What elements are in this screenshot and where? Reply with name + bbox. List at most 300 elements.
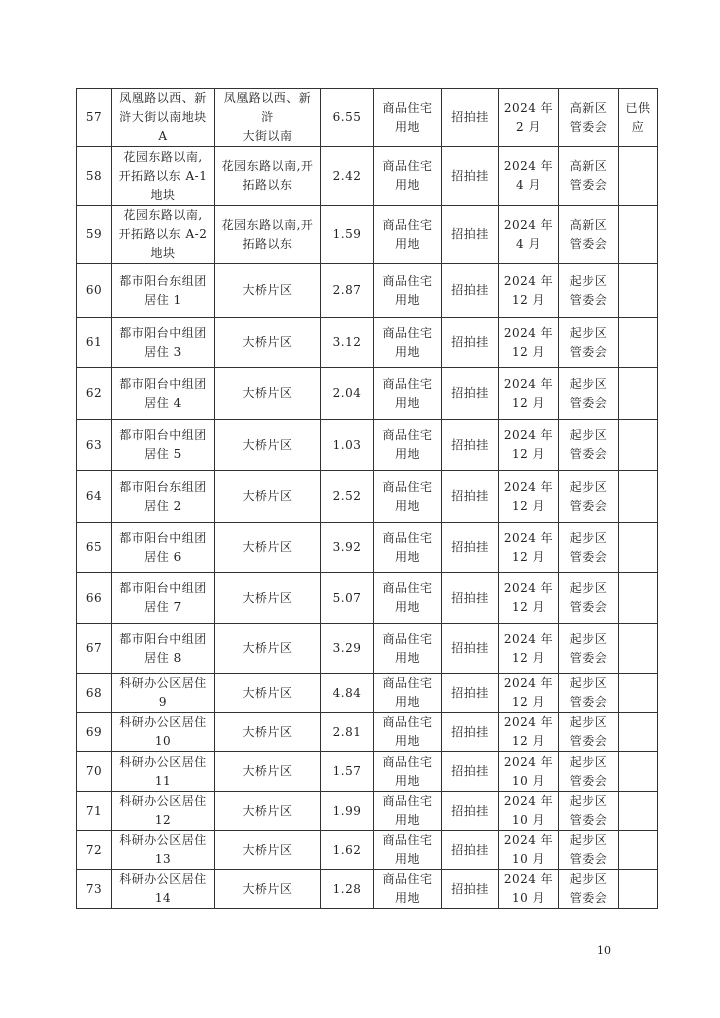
- cell-land-use: [374, 420, 442, 471]
- cell-supply-method: [442, 870, 499, 909]
- cell-number: [77, 674, 112, 713]
- cell-number-text: 63: [85, 437, 103, 452]
- cell-supply-time: [499, 792, 559, 831]
- cell-land-use-text: 商品住宅 用地: [382, 754, 433, 788]
- cell-land-use: [374, 206, 442, 264]
- cell-area-text: 2.04: [332, 386, 362, 400]
- cell-location: [215, 752, 321, 792]
- cell-plot-name-text: 科研办公区居住 14: [119, 872, 207, 905]
- cell-responsible-unit: [559, 318, 619, 368]
- cell-responsible-unit-text: 起步区 管委会: [569, 428, 608, 461]
- cell-area-text: 1.57: [332, 764, 362, 778]
- cell-responsible-unit-text: 起步区 管委会: [569, 676, 608, 709]
- cell-plot-name: [112, 147, 215, 206]
- cell-area: [321, 471, 374, 523]
- cell-location-text: 大桥片区: [242, 386, 293, 400]
- cell-land-use: [374, 523, 442, 573]
- cell-land-use: [374, 792, 442, 831]
- cell-plot-name-text: 凤凰路以西、新 浒大街以南地块 A: [119, 91, 207, 143]
- cell-responsible-unit: [559, 573, 619, 624]
- cell-supply-method-text: 招拍挂: [451, 283, 489, 297]
- cell-plot-name: [112, 318, 215, 368]
- cell-supply-time-text: 2024 年 10 月: [503, 754, 554, 788]
- cell-plot-name: [112, 206, 215, 264]
- cell-supply-time: [499, 624, 559, 674]
- table-row: [77, 264, 658, 318]
- cell-number: [77, 318, 112, 368]
- cell-location: [215, 420, 321, 471]
- cell-number: [77, 523, 112, 573]
- cell-supply-time: [499, 870, 559, 909]
- cell-location: [215, 831, 321, 870]
- cell-note: [619, 713, 658, 752]
- cell-land-use-text: 商品住宅 用地: [382, 676, 433, 709]
- cell-number-text: 57: [85, 110, 103, 124]
- cell-supply-method-text: 招拍挂: [451, 842, 489, 857]
- cell-land-use: [374, 674, 442, 713]
- cell-supply-time: [499, 264, 559, 318]
- cell-land-use-text: 商品住宅 用地: [382, 479, 433, 513]
- cell-supply-method-text: 招拍挂: [451, 437, 489, 452]
- cell-location: [215, 674, 321, 713]
- cell-responsible-unit-text: 起步区 管委会: [569, 631, 608, 665]
- cell-location: [215, 89, 321, 147]
- cell-note: [619, 420, 658, 471]
- cell-area: [321, 831, 374, 870]
- land-supply-table: [76, 88, 658, 909]
- cell-supply-time-text: 2024 年 12 月: [503, 376, 554, 410]
- cell-land-use-text: 商品住宅 用地: [382, 715, 433, 748]
- cell-responsible-unit-text: 起步区 管委会: [569, 754, 608, 788]
- cell-plot-name-text: 都市阳台中组团 居住 3: [119, 325, 207, 359]
- cell-area-text: 6.55: [332, 110, 362, 124]
- cell-area-text: 5.07: [332, 590, 362, 605]
- cell-plot-name-text: 都市阳台中组团 居住 8: [119, 631, 207, 665]
- cell-location-text: 大桥片区: [242, 685, 293, 700]
- cell-supply-time: [499, 420, 559, 471]
- cell-number: [77, 624, 112, 674]
- cell-plot-name: [112, 420, 215, 471]
- table-row: [77, 89, 658, 147]
- cell-supply-method: [442, 147, 499, 206]
- cell-land-use: [374, 624, 442, 674]
- cell-supply-method: [442, 89, 499, 147]
- table-row: [77, 206, 658, 264]
- cell-supply-time: [499, 318, 559, 368]
- cell-land-use-text: 商品住宅 用地: [382, 428, 433, 461]
- cell-supply-time-text: 2024 年 12 月: [503, 273, 554, 307]
- cell-number: [77, 752, 112, 792]
- table-row: [77, 713, 658, 752]
- cell-number: [77, 831, 112, 870]
- cell-supply-time: [499, 573, 559, 624]
- cell-supply-time-text: 2024 年 12 月: [503, 676, 554, 709]
- cell-plot-name-text: 花园东路以南, 开拓路以东 A-1 地块: [118, 149, 208, 202]
- cell-plot-name: [112, 368, 215, 420]
- cell-responsible-unit-text: 起步区 管委会: [569, 325, 608, 359]
- cell-area-text: 1.59: [332, 227, 362, 241]
- cell-supply-time: [499, 713, 559, 752]
- cell-land-use: [374, 713, 442, 752]
- cell-number: [77, 264, 112, 318]
- cell-plot-name-text: 都市阳台中组团 居住 5: [119, 428, 207, 461]
- cell-area-text: 4.84: [332, 685, 362, 700]
- cell-plot-name: [112, 752, 215, 792]
- cell-supply-method-text: 招拍挂: [451, 641, 489, 655]
- cell-land-use-text: 商品住宅 用地: [382, 530, 433, 564]
- cell-number: [77, 147, 112, 206]
- cell-plot-name-text: 都市阳台中组团 居住 7: [119, 581, 207, 614]
- cell-plot-name-text: 都市阳台中组团 居住 6: [119, 530, 207, 564]
- table-row: [77, 420, 658, 471]
- cell-area-text: 3.29: [332, 641, 362, 655]
- table-row: [77, 674, 658, 713]
- cell-note: [619, 870, 658, 909]
- cell-responsible-unit: [559, 368, 619, 420]
- cell-area: [321, 752, 374, 792]
- table-row: [77, 523, 658, 573]
- cell-plot-name-text: 科研办公区居住 12: [119, 794, 207, 827]
- cell-plot-name: [112, 713, 215, 752]
- cell-area-text: 1.99: [332, 803, 362, 818]
- cell-plot-name: [112, 89, 215, 147]
- table-row: [77, 624, 658, 674]
- cell-supply-time: [499, 471, 559, 523]
- cell-responsible-unit: [559, 870, 619, 909]
- cell-supply-method-text: 招拍挂: [451, 227, 489, 241]
- cell-area: [321, 523, 374, 573]
- cell-supply-method-text: 招拍挂: [451, 724, 489, 739]
- cell-note: [619, 573, 658, 624]
- cell-responsible-unit-text: 起步区 管委会: [569, 715, 608, 748]
- cell-location-text: 大桥片区: [242, 881, 293, 896]
- cell-area: [321, 713, 374, 752]
- cell-supply-method-text: 招拍挂: [451, 881, 489, 896]
- cell-supply-time-text: 2024 年 10 月: [503, 872, 554, 905]
- cell-land-use-text: 商品住宅 用地: [382, 273, 433, 307]
- cell-plot-name: [112, 471, 215, 523]
- cell-responsible-unit: [559, 831, 619, 870]
- cell-number: [77, 713, 112, 752]
- cell-plot-name: [112, 264, 215, 318]
- cell-area-text: 2.42: [332, 168, 362, 183]
- cell-number-text: 66: [85, 590, 103, 605]
- cell-note: [619, 318, 658, 368]
- cell-area-text: 1.03: [332, 437, 362, 452]
- cell-land-use-text: 商品住宅 用地: [382, 376, 433, 410]
- cell-area: [321, 792, 374, 831]
- cell-land-use-text: 商品住宅 用地: [382, 100, 433, 134]
- cell-plot-name-text: 科研办公区居住 9: [119, 676, 207, 709]
- cell-plot-name: [112, 573, 215, 624]
- cell-location: [215, 792, 321, 831]
- cell-supply-time-text: 2024 年 10 月: [503, 833, 554, 866]
- cell-location: [215, 318, 321, 368]
- cell-supply-time: [499, 831, 559, 870]
- cell-plot-name: [112, 792, 215, 831]
- cell-supply-method-text: 招拍挂: [451, 764, 489, 778]
- cell-supply-time-text: 2024 年 12 月: [503, 631, 554, 665]
- cell-location-text: 大桥片区: [242, 540, 293, 554]
- cell-number-text: 58: [85, 168, 103, 183]
- cell-area: [321, 147, 374, 206]
- cell-plot-name: [112, 870, 215, 909]
- cell-supply-time-text: 2024 年 12 月: [503, 325, 554, 359]
- cell-number: [77, 89, 112, 147]
- cell-area: [321, 318, 374, 368]
- cell-area: [321, 624, 374, 674]
- cell-responsible-unit-text: 起步区 管委会: [569, 794, 608, 827]
- cell-supply-method: [442, 831, 499, 870]
- cell-plot-name-text: 科研办公区居住 10: [119, 715, 207, 748]
- cell-location-text: 大桥片区: [242, 764, 293, 778]
- cell-supply-time: [499, 89, 559, 147]
- cell-number-text: 65: [85, 540, 103, 554]
- cell-responsible-unit-text: 起步区 管委会: [569, 479, 608, 513]
- cell-note: [619, 523, 658, 573]
- cell-land-use: [374, 147, 442, 206]
- cell-supply-method: [442, 523, 499, 573]
- cell-responsible-unit: [559, 523, 619, 573]
- cell-supply-method-text: 招拍挂: [451, 489, 489, 503]
- cell-land-use: [374, 752, 442, 792]
- cell-location: [215, 624, 321, 674]
- cell-area: [321, 674, 374, 713]
- cell-responsible-unit-text: 起步区 管委会: [569, 833, 608, 866]
- cell-responsible-unit: [559, 471, 619, 523]
- cell-number-text: 70: [85, 764, 103, 778]
- cell-number-text: 69: [85, 724, 103, 739]
- cell-supply-method: [442, 752, 499, 792]
- cell-supply-method: [442, 792, 499, 831]
- cell-land-use-text: 商品住宅 用地: [382, 872, 433, 905]
- cell-area: [321, 206, 374, 264]
- cell-supply-time-text: 2024 年 4 月: [503, 159, 554, 192]
- cell-responsible-unit-text: 起步区 管委会: [569, 376, 608, 410]
- cell-land-use: [374, 264, 442, 318]
- cell-supply-method-text: 招拍挂: [451, 540, 489, 554]
- cell-number-text: 67: [85, 641, 103, 655]
- cell-land-use: [374, 573, 442, 624]
- cell-supply-time-text: 2024 年 12 月: [503, 428, 554, 461]
- cell-responsible-unit: [559, 89, 619, 147]
- cell-location-text: 大桥片区: [242, 724, 293, 739]
- cell-note: [619, 147, 658, 206]
- cell-area-text: 1.28: [332, 881, 362, 896]
- cell-land-use: [374, 89, 442, 147]
- cell-supply-method: [442, 713, 499, 752]
- cell-area: [321, 264, 374, 318]
- cell-plot-name-text: 花园东路以南, 开拓路以东 A-2 地块: [118, 208, 208, 260]
- cell-supply-method: [442, 471, 499, 523]
- cell-supply-method-text: 招拍挂: [451, 590, 489, 605]
- cell-location: [215, 573, 321, 624]
- cell-area: [321, 420, 374, 471]
- cell-supply-method: [442, 264, 499, 318]
- cell-area-text: 1.62: [332, 842, 362, 857]
- cell-responsible-unit-text: 起步区 管委会: [569, 872, 608, 905]
- cell-location-text: 大桥片区: [242, 489, 293, 503]
- cell-supply-time-text: 2024 年 4 月: [503, 217, 554, 251]
- cell-supply-method: [442, 573, 499, 624]
- cell-land-use: [374, 471, 442, 523]
- cell-responsible-unit: [559, 264, 619, 318]
- cell-note-text: 已供 应: [625, 100, 651, 134]
- cell-area-text: 2.87: [332, 283, 362, 297]
- cell-location: [215, 206, 321, 264]
- cell-number: [77, 792, 112, 831]
- cell-note: [619, 752, 658, 792]
- table-row: [77, 573, 658, 624]
- cell-responsible-unit-text: 高新区 管委会: [569, 159, 608, 192]
- cell-number-text: 60: [85, 283, 103, 297]
- cell-note: [619, 792, 658, 831]
- cell-supply-method-text: 招拍挂: [451, 685, 489, 700]
- cell-responsible-unit-text: 起步区 管委会: [569, 530, 608, 564]
- cell-number-text: 61: [85, 335, 103, 349]
- cell-area: [321, 89, 374, 147]
- table-row: [77, 368, 658, 420]
- cell-supply-time: [499, 147, 559, 206]
- cell-responsible-unit-text: 高新区 管委会: [569, 217, 608, 251]
- table-row: [77, 752, 658, 792]
- cell-land-use: [374, 318, 442, 368]
- cell-supply-time: [499, 368, 559, 420]
- cell-plot-name-text: 科研办公区居住 13: [119, 833, 207, 866]
- table-row: [77, 318, 658, 368]
- cell-area-text: 2.52: [332, 489, 362, 503]
- cell-land-use-text: 商品住宅 用地: [382, 581, 433, 614]
- cell-supply-time: [499, 523, 559, 573]
- cell-land-use-text: 商品住宅 用地: [382, 794, 433, 827]
- cell-number: [77, 573, 112, 624]
- page-number: 10: [597, 944, 611, 957]
- cell-supply-method: [442, 368, 499, 420]
- cell-supply-time-text: 2024 年 12 月: [503, 479, 554, 513]
- cell-plot-name: [112, 831, 215, 870]
- cell-supply-time: [499, 674, 559, 713]
- cell-supply-method: [442, 624, 499, 674]
- cell-location-text: 大桥片区: [242, 283, 293, 297]
- cell-supply-method: [442, 420, 499, 471]
- cell-number-text: 64: [85, 489, 103, 503]
- cell-supply-method: [442, 318, 499, 368]
- table-body: [77, 89, 658, 909]
- cell-area: [321, 573, 374, 624]
- cell-location-text: 大桥片区: [242, 803, 293, 818]
- cell-land-use-text: 商品住宅 用地: [382, 833, 433, 866]
- cell-location-text: 大桥片区: [242, 335, 293, 349]
- cell-location: [215, 264, 321, 318]
- cell-responsible-unit-text: 起步区 管委会: [569, 581, 608, 614]
- cell-note: [619, 206, 658, 264]
- cell-supply-time-text: 2024 年 12 月: [503, 530, 554, 564]
- cell-plot-name: [112, 523, 215, 573]
- cell-land-use-text: 商品住宅 用地: [382, 325, 433, 359]
- cell-responsible-unit: [559, 752, 619, 792]
- cell-supply-time-text: 2024 年 2 月: [503, 100, 554, 134]
- cell-area-text: 3.12: [332, 335, 362, 349]
- cell-responsible-unit-text: 高新区 管委会: [569, 100, 608, 134]
- cell-number: [77, 471, 112, 523]
- cell-supply-method: [442, 206, 499, 264]
- cell-supply-time-text: 2024 年 12 月: [503, 581, 554, 614]
- cell-area-text: 3.92: [332, 540, 362, 554]
- cell-responsible-unit: [559, 792, 619, 831]
- cell-supply-time-text: 2024 年 10 月: [503, 794, 554, 827]
- cell-area-text: 2.81: [332, 724, 362, 739]
- cell-responsible-unit: [559, 147, 619, 206]
- cell-land-use: [374, 831, 442, 870]
- cell-responsible-unit: [559, 206, 619, 264]
- cell-supply-time: [499, 206, 559, 264]
- cell-location: [215, 471, 321, 523]
- cell-land-use-text: 商品住宅 用地: [382, 159, 433, 192]
- cell-location-text: 大桥片区: [242, 641, 293, 655]
- table-row: [77, 831, 658, 870]
- cell-land-use: [374, 368, 442, 420]
- table-row: [77, 870, 658, 909]
- cell-location: [215, 523, 321, 573]
- cell-number-text: 68: [85, 685, 103, 700]
- cell-supply-method-text: 招拍挂: [451, 168, 489, 183]
- table-row: [77, 147, 658, 206]
- cell-supply-method-text: 招拍挂: [451, 110, 489, 124]
- cell-plot-name-text: 都市阳台中组团 居住 4: [119, 376, 207, 410]
- cell-supply-method-text: 招拍挂: [451, 803, 489, 818]
- cell-location: [215, 147, 321, 206]
- cell-land-use-text: 商品住宅 用地: [382, 217, 433, 251]
- cell-note: [619, 831, 658, 870]
- cell-note: [619, 674, 658, 713]
- cell-note: [619, 264, 658, 318]
- cell-number-text: 71: [85, 803, 103, 818]
- cell-plot-name: [112, 674, 215, 713]
- cell-number-text: 72: [85, 842, 103, 857]
- cell-number-text: 73: [85, 881, 103, 896]
- cell-supply-time: [499, 752, 559, 792]
- cell-number: [77, 206, 112, 264]
- cell-plot-name-text: 都市阳台东组团 居住 1: [119, 273, 207, 307]
- cell-area: [321, 368, 374, 420]
- cell-location: [215, 368, 321, 420]
- cell-number-text: 59: [85, 227, 103, 241]
- cell-responsible-unit: [559, 713, 619, 752]
- cell-plot-name-text: 科研办公区居住 11: [119, 754, 207, 788]
- cell-note: [619, 624, 658, 674]
- cell-supply-method-text: 招拍挂: [451, 335, 489, 349]
- cell-land-use: [374, 870, 442, 909]
- cell-responsible-unit: [559, 624, 619, 674]
- table-row: [77, 792, 658, 831]
- cell-note: [619, 368, 658, 420]
- cell-number: [77, 870, 112, 909]
- cell-location: [215, 713, 321, 752]
- cell-location: [215, 870, 321, 909]
- cell-location-text: 花园东路以南,开 拓路以东: [221, 217, 314, 251]
- cell-responsible-unit: [559, 420, 619, 471]
- cell-responsible-unit: [559, 674, 619, 713]
- cell-number: [77, 368, 112, 420]
- cell-location-text: 大桥片区: [242, 437, 293, 452]
- cell-number-text: 62: [85, 386, 103, 400]
- cell-location-text: 花园东路以南,开 拓路以东: [221, 159, 314, 192]
- table-row: [77, 471, 658, 523]
- cell-responsible-unit-text: 起步区 管委会: [569, 273, 608, 307]
- cell-supply-time-text: 2024 年 12 月: [503, 715, 554, 748]
- cell-location-text: 凤凰路以西、新浒 大街以南: [223, 91, 312, 143]
- cell-number: [77, 420, 112, 471]
